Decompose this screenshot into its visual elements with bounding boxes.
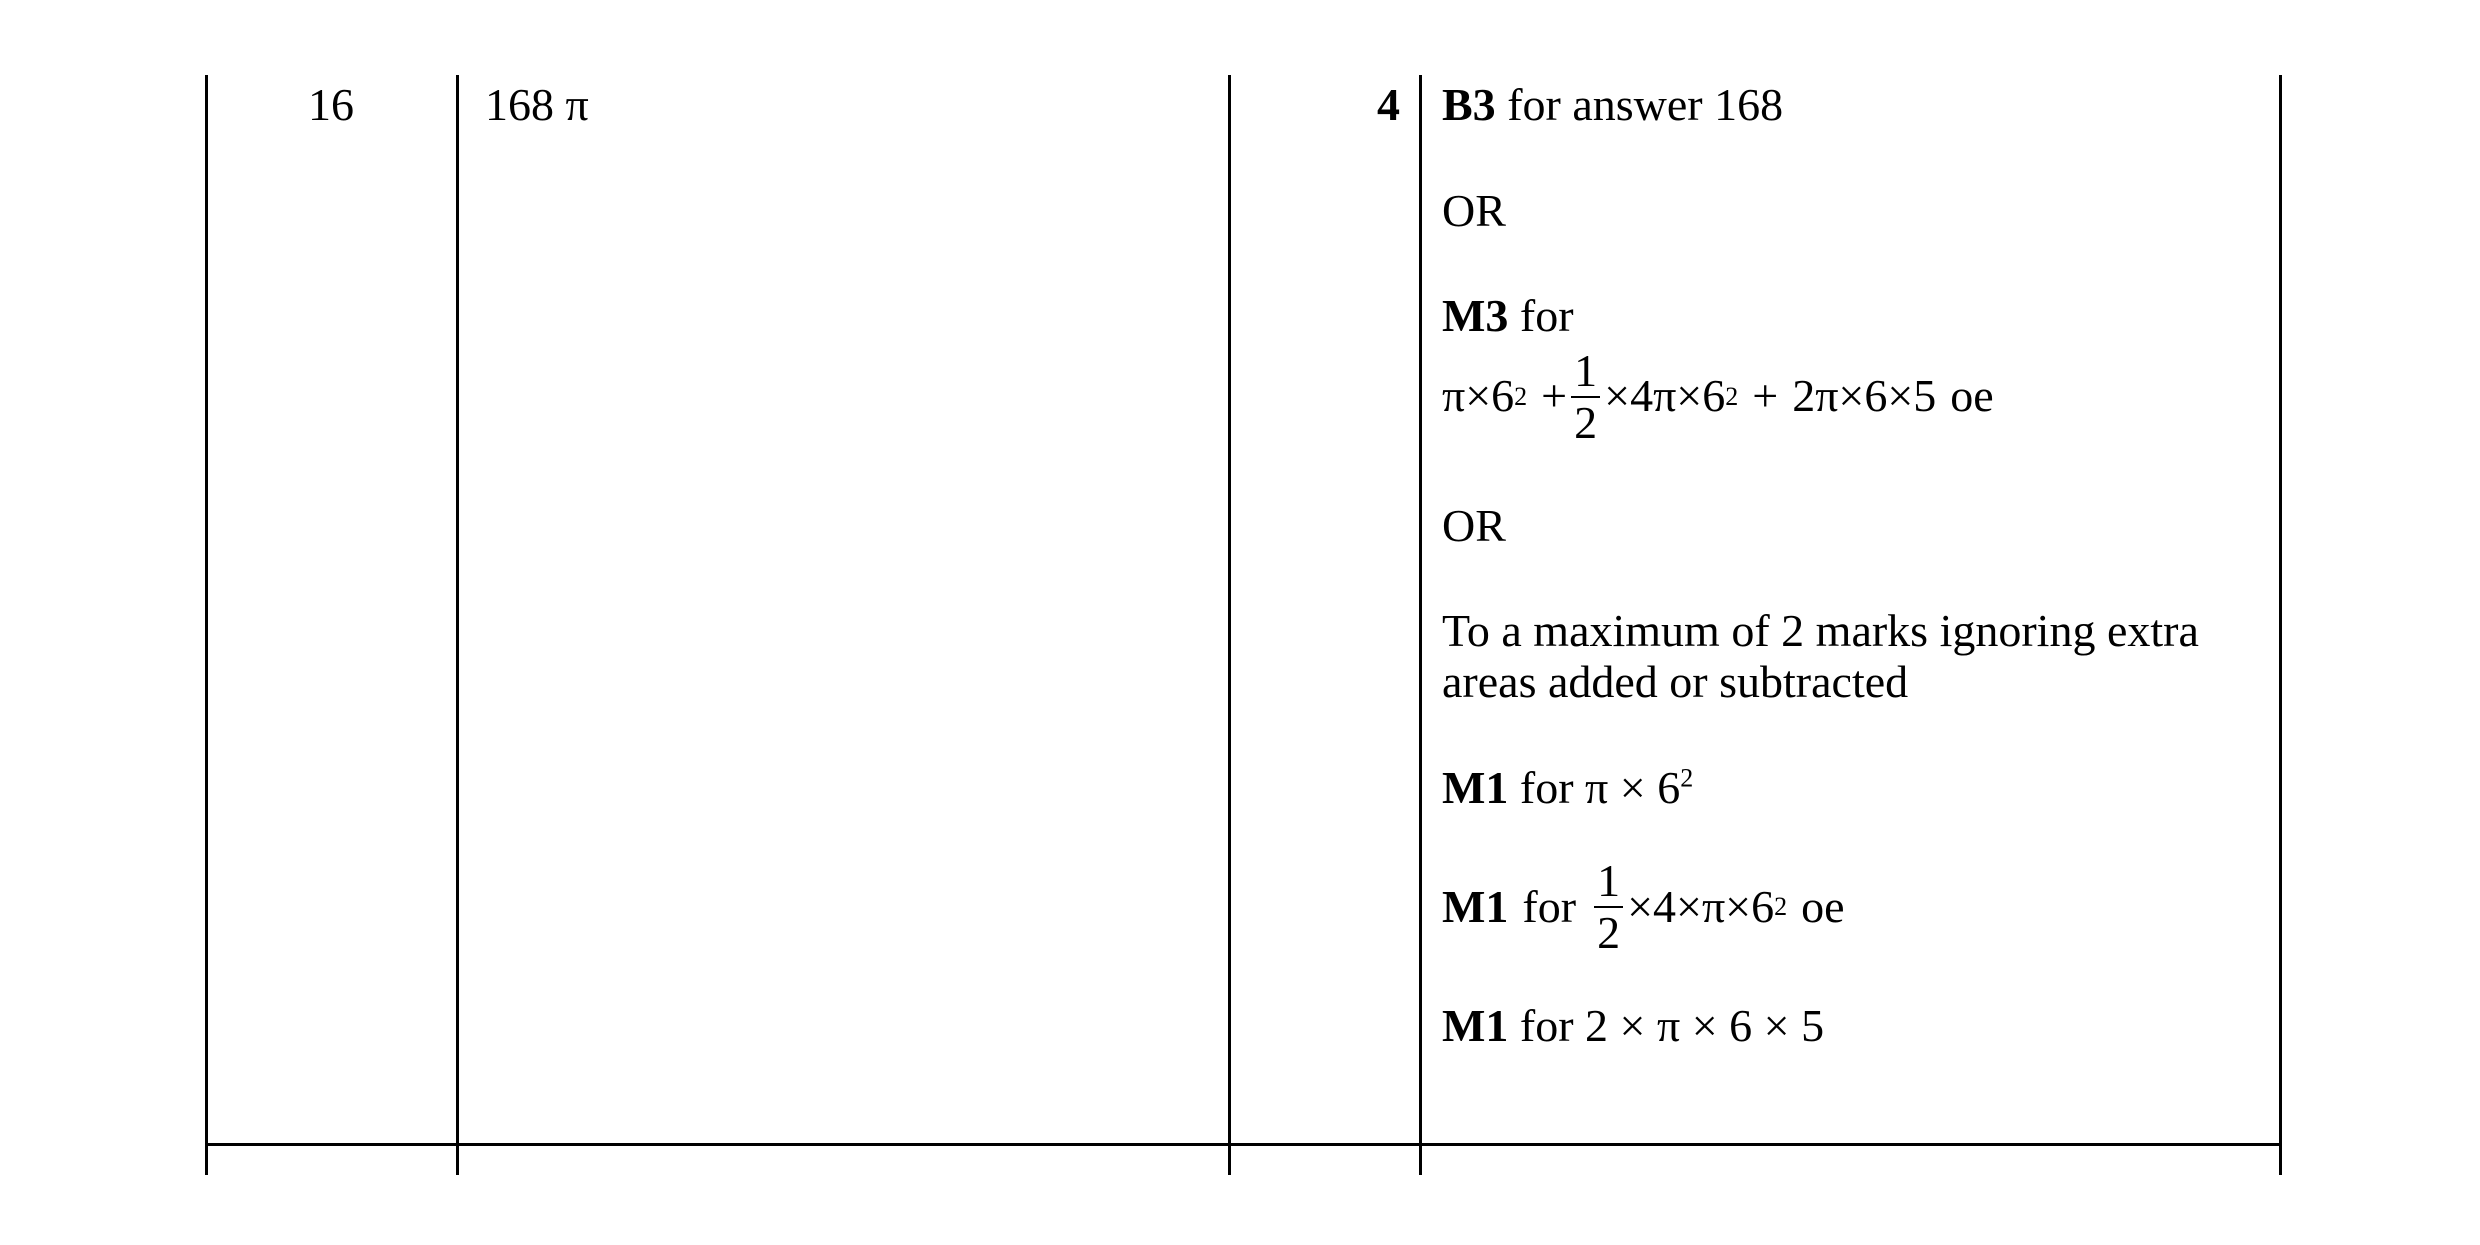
guidance-b3 <box>1442 80 2272 131</box>
mark-code-m3: M3 <box>1442 290 1509 342</box>
m3-fraction-numerator: 1 <box>1571 348 1600 398</box>
m3-term-2: ×4π×6 <box>1604 370 1726 422</box>
marks-cell: 4 <box>1377 79 1400 130</box>
question-number: 16 <box>308 79 354 130</box>
column-border-right <box>2279 75 2282 1175</box>
mark-code-m1-a: M1 <box>1442 761 1509 813</box>
column-border-left <box>205 75 208 1175</box>
m3-term-3: 2π×6×5 <box>1792 370 1937 422</box>
guidance-or-1: OR <box>1442 184 1506 236</box>
m1-b-description: for <box>1522 880 1577 932</box>
column-border-answer <box>1228 75 1231 1175</box>
guidance-m1-a <box>1442 763 2272 814</box>
m1-b-expression: ×4×π×6 <box>1627 880 1775 932</box>
mark-code-m1-b: M1 <box>1442 880 1509 932</box>
b3-description: for answer 168 <box>1507 79 1784 130</box>
guidance-m3 <box>1442 291 2272 342</box>
m1-b-fraction-numerator: 1 <box>1594 858 1623 908</box>
m1-c-description: for 2 × π × 6 × 5 <box>1519 1000 1825 1052</box>
mark-code-b3: B3 <box>1442 79 1496 130</box>
guidance-cell <box>1442 80 2272 1052</box>
guidance-max-note: To a maximum of 2 marks ignoring extra areas added or subtracted <box>1442 605 2199 707</box>
m1-b-oe: oe <box>1801 880 1845 932</box>
m3-expression: π×6 2 + $\frac{1}{2}$ ×4π×6 2 + 2π×6×5 oe <box>1442 344 1994 448</box>
m1-a-exponent: 2 <box>1680 763 1694 793</box>
m3-fraction-denominator: 2 <box>1574 396 1598 448</box>
row-border-bottom <box>205 1143 2282 1146</box>
column-border-marks <box>1419 75 1422 1175</box>
m1-a-description: for π × 6 <box>1519 761 1681 813</box>
m3-plus-2: + <box>1752 370 1779 422</box>
m1-b-fraction-denominator: 2 <box>1597 907 1621 959</box>
m3-oe: oe <box>1950 370 1994 422</box>
column-border-question <box>456 75 459 1175</box>
m3-plus-1: + <box>1541 370 1568 422</box>
answer-cell: 168 π <box>485 79 589 130</box>
m3-term-1: π×6 <box>1442 370 1515 422</box>
mark-code-m1-c: M1 <box>1442 1000 1509 1052</box>
guidance-or-2: OR <box>1442 499 1506 551</box>
guidance-m1-c <box>1442 1001 2272 1052</box>
m3-fraction <box>1571 344 1600 448</box>
guidance-m1-b: M1 for $\frac{1}{2}$ ×4×π×6 2 oe <box>1442 855 1845 959</box>
m1-b-fraction <box>1594 855 1623 959</box>
m3-description: for <box>1519 290 1574 342</box>
